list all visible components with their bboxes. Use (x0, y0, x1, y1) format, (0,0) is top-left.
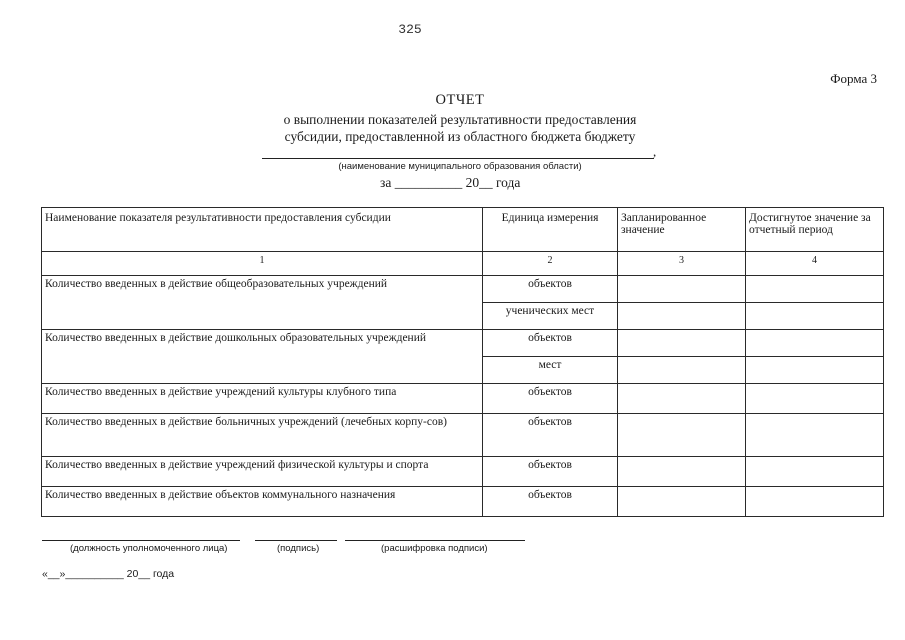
table-row (42, 384, 884, 414)
document-subtitle (0, 111, 905, 145)
achieved-value-cell[interactable] (746, 357, 884, 384)
planned-value-cell[interactable] (618, 357, 746, 384)
position-signature-line (42, 540, 240, 541)
planned-value-cell[interactable] (618, 414, 746, 457)
achieved-value-cell[interactable] (746, 276, 884, 303)
table-row (42, 414, 884, 457)
signature-decoding-line (345, 540, 525, 541)
planned-value-cell[interactable] (618, 487, 746, 517)
achieved-value-cell[interactable] (746, 487, 884, 517)
indicator-name: Количество введенных в действие учреждений культуры клубного типа (42, 384, 483, 414)
achieved-value-cell[interactable] (746, 330, 884, 357)
unit-cell: ученических мест (483, 303, 618, 330)
unit-cell: объектов (483, 330, 618, 357)
planned-value-cell[interactable] (618, 457, 746, 487)
column-number: 2 (483, 252, 618, 276)
position-caption: (должность уполномоченного лица) (70, 543, 228, 554)
header-indicator-name: Наименование показателя результативности предоставления субсидии (42, 208, 483, 252)
column-number: 4 (746, 252, 884, 276)
planned-value-cell[interactable] (618, 303, 746, 330)
municipality-name-caption: (наименование муниципального образования области) (338, 161, 582, 172)
header-achieved: Достигнутое значение за отчетный период (746, 208, 884, 252)
unit-cell: объектов (483, 414, 618, 457)
planned-value-cell[interactable] (618, 276, 746, 303)
table-row (42, 457, 884, 487)
subtitle-line-1: о выполнении показателей результативности предоставления (283, 112, 637, 127)
achieved-value-cell[interactable] (746, 384, 884, 414)
header-planned: Запланированное значение (618, 208, 746, 252)
document-title: ОТЧЕТ (435, 92, 485, 108)
planned-value-cell[interactable] (618, 384, 746, 414)
municipality-name-line (262, 158, 654, 159)
indicator-name: Количество введенных в действие общеобразовательных учреждений (42, 276, 483, 330)
report-table (41, 207, 884, 517)
column-number: 3 (618, 252, 746, 276)
signature-caption: (подпись) (277, 543, 320, 554)
column-numbers-row (42, 252, 884, 276)
report-period: за __________ 20__ года (380, 175, 521, 190)
unit-cell: объектов (483, 384, 618, 414)
achieved-value-cell[interactable] (746, 457, 884, 487)
indicator-name: Количество введенных в действие больничных учреждений (лечебных корпу-сов) (42, 414, 483, 457)
unit-cell: объектов (483, 276, 618, 303)
table-row (42, 276, 884, 303)
municipality-name-comma: , (653, 144, 657, 159)
table-row (42, 487, 884, 517)
page-number: 325 (398, 22, 422, 37)
subtitle-line-2: субсидии, предоставленной из областного бюджета бюджету (284, 129, 636, 144)
unit-cell: объектов (483, 487, 618, 517)
achieved-value-cell[interactable] (746, 414, 884, 457)
planned-value-cell[interactable] (618, 330, 746, 357)
date-line: «__»__________ 20__ года (42, 568, 175, 580)
unit-cell: объектов (483, 457, 618, 487)
indicator-name: Количество введенных в действие объектов коммунального назначения (42, 487, 483, 517)
table-header-row (42, 208, 884, 252)
signature-line (255, 540, 337, 541)
indicator-name: Количество введенных в действие учреждений физической культуры и спорта (42, 457, 483, 487)
unit-cell: мест (483, 357, 618, 384)
indicator-name: Количество введенных в действие дошкольных образовательных учреждений (42, 330, 483, 384)
achieved-value-cell[interactable] (746, 303, 884, 330)
column-number: 1 (42, 252, 483, 276)
form-label: Форма 3 (830, 71, 877, 86)
decoding-caption: (расшифровка подписи) (381, 543, 488, 554)
header-unit: Единица измерения (483, 208, 618, 252)
table-row (42, 330, 884, 357)
